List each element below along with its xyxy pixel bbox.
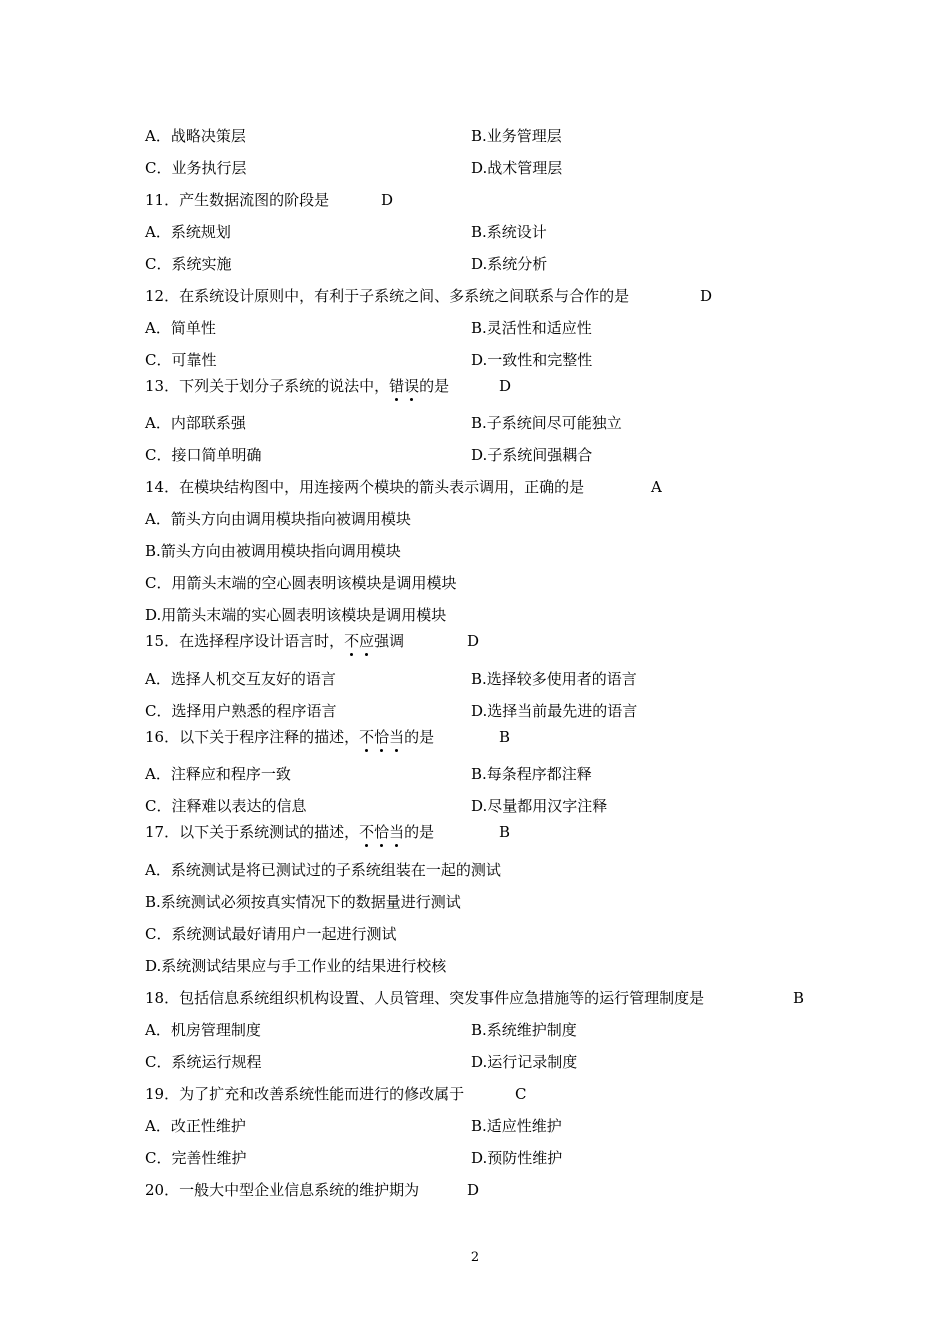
answer-mark: A <box>651 478 662 496</box>
option-c: C．完善性维护 <box>145 1149 247 1167</box>
question-stem: 18．包括信息系统组织机构设置、人员管理、突发事件应急措施等的运行管理制度是 <box>145 989 705 1007</box>
stem-text: 17．以下关于系统测试的描述， <box>145 823 360 841</box>
emphasis-char: 恰 <box>374 728 390 746</box>
option-a: A．战略决策层 <box>145 127 246 145</box>
option-c: C．系统运行规程 <box>145 1053 262 1071</box>
option-d: D.运行记录制度 <box>471 1053 578 1071</box>
option-a: A．系统测试是将已测试过的子系统组装在一起的测试 <box>145 861 501 879</box>
option-b: B.箭头方向由被调用模块指向调用模块 <box>145 542 401 560</box>
answer-mark: D <box>467 1181 480 1199</box>
stem-text: 强调 <box>374 632 405 650</box>
option-c: C．业务执行层 <box>145 159 247 177</box>
option-d: D.系统测试结果应与手工作业的结果进行校核 <box>145 957 447 975</box>
option-c: C．注释难以表达的信息 <box>145 797 307 815</box>
emphasis-char: 不 <box>359 728 375 746</box>
option-c: C．选择用户熟悉的程序语言 <box>145 702 337 720</box>
emphasis-char: 当 <box>389 728 405 746</box>
option-d: D.选择当前最先进的语言 <box>471 702 638 720</box>
stem-text: 的是 <box>419 377 450 395</box>
stem-text: 的是 <box>404 728 435 746</box>
answer-mark: D <box>499 377 512 395</box>
option-c: C．用箭头末端的空心圆表明该模块是调用模块 <box>145 574 457 592</box>
emphasis-char: 当 <box>389 823 405 841</box>
option-c: C．系统实施 <box>145 255 232 273</box>
question-stem <box>145 631 404 651</box>
option-d: D.一致性和完整性 <box>471 351 593 369</box>
stem-text: 13．下列关于划分子系统的说法中， <box>145 377 390 395</box>
stem-text: 15．在选择程序设计语言时， <box>145 632 345 650</box>
question-stem: 12．在系统设计原则中，有利于子系统之间、多系统之间联系与合作的是 <box>145 287 630 305</box>
answer-mark: B <box>793 989 805 1007</box>
option-a: A．系统规划 <box>145 223 231 241</box>
option-c: C．可靠性 <box>145 351 217 369</box>
answer-mark: D <box>381 191 394 209</box>
option-a: A．选择人机交互友好的语言 <box>145 670 336 688</box>
stem-text: 的是 <box>404 823 435 841</box>
answer-mark: D <box>467 632 480 650</box>
option-b: B.系统测试必须按真实情况下的数据量进行测试 <box>145 893 461 911</box>
option-d: D.预防性维护 <box>471 1149 563 1167</box>
option-c: C．系统测试最好请用户一起进行测试 <box>145 925 397 943</box>
question-stem <box>145 376 449 396</box>
option-a: A．机房管理制度 <box>145 1021 261 1039</box>
question-stem: 14．在模块结构图中，用连接两个模块的箭头表示调用，正确的是 <box>145 478 585 496</box>
emphasis-char: 应 <box>359 632 375 650</box>
emphasis-char: 不 <box>359 823 375 841</box>
emphasis-char: 误 <box>404 377 420 395</box>
option-a: A．注释应和程序一致 <box>145 765 291 783</box>
question-stem: 20．一般大中型企业信息系统的维护期为 <box>145 1181 420 1199</box>
option-a: A．改正性维护 <box>145 1117 246 1135</box>
option-a: A．简单性 <box>145 319 216 337</box>
answer-mark: C <box>515 1085 527 1103</box>
option-d: D.系统分析 <box>471 255 548 273</box>
option-b: B.灵活性和适应性 <box>471 319 592 337</box>
option-d: D.战术管理层 <box>471 159 563 177</box>
answer-mark: B <box>499 728 511 746</box>
answer-mark: D <box>700 287 713 305</box>
option-d: D.尽量都用汉字注释 <box>471 797 608 815</box>
option-b: B.每条程序都注释 <box>471 765 592 783</box>
question-stem <box>145 822 434 842</box>
option-a: A．箭头方向由调用模块指向被调用模块 <box>145 510 411 528</box>
option-b: B.子系统间尽可能独立 <box>471 414 622 432</box>
option-a: A．内部联系强 <box>145 414 246 432</box>
question-stem: 19．为了扩充和改善系统性能而进行的修改属于 <box>145 1085 465 1103</box>
option-d: D.用箭头末端的实心圆表明该模块是调用模块 <box>145 606 447 624</box>
option-b: B.系统维护制度 <box>471 1021 577 1039</box>
emphasis-char: 不 <box>344 632 360 650</box>
emphasis-char: 错 <box>389 377 405 395</box>
option-d: D.子系统间强耦合 <box>471 446 593 464</box>
question-stem: 11．产生数据流图的阶段是 <box>145 191 330 209</box>
stem-text: 16．以下关于程序注释的描述， <box>145 728 360 746</box>
option-c: C．接口简单明确 <box>145 446 262 464</box>
option-b: B.业务管理层 <box>471 127 562 145</box>
question-stem <box>145 727 434 747</box>
option-b: B.选择较多使用者的语言 <box>471 670 637 688</box>
option-b: B.适应性维护 <box>471 1117 562 1135</box>
option-b: B.系统设计 <box>471 223 547 241</box>
answer-mark: B <box>499 823 511 841</box>
page-number: 2 <box>470 1250 480 1265</box>
emphasis-char: 恰 <box>374 823 390 841</box>
